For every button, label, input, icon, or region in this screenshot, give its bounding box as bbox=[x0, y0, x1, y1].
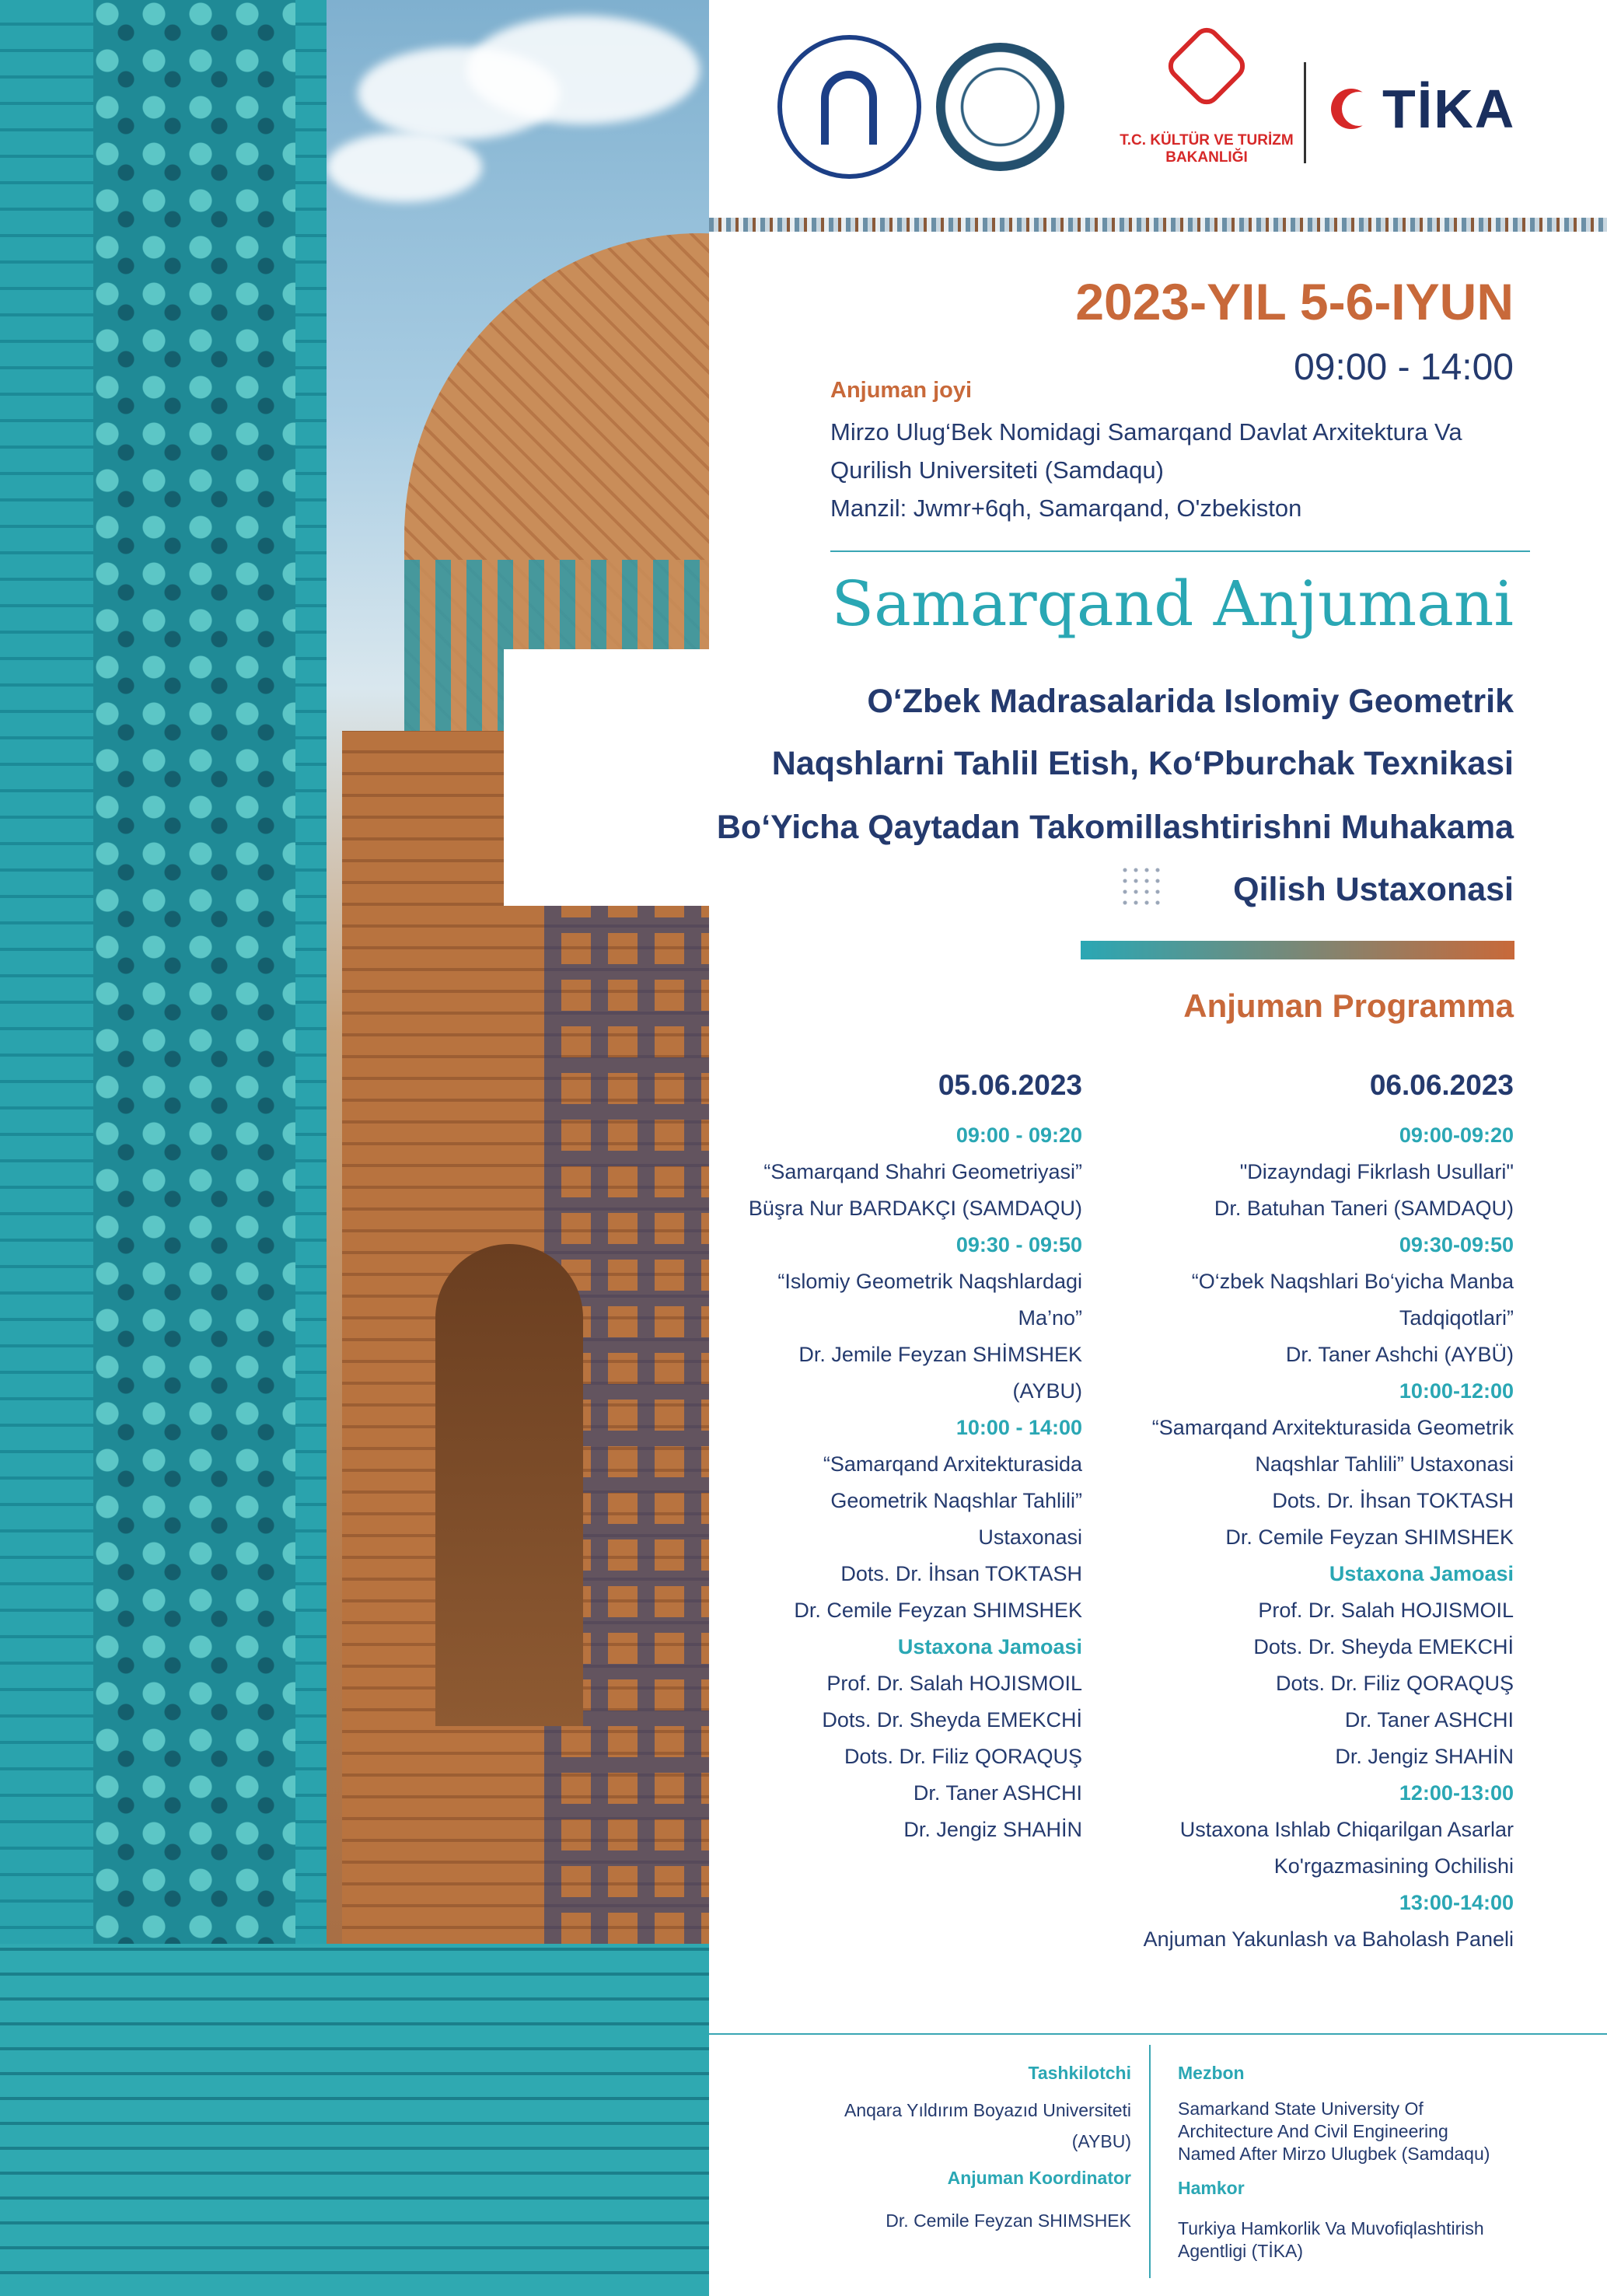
session-time: 09:30-09:50 bbox=[1399, 1233, 1514, 1256]
organizer-label: Tashkilotchi bbox=[1028, 2063, 1131, 2083]
logo-divider bbox=[1304, 62, 1306, 163]
program-line: Prof. Dr. Salah HOJISMOIL bbox=[826, 1672, 1082, 1695]
organizer-abbrev: (AYBU) bbox=[1071, 2131, 1131, 2151]
program-line: “Samarqand Shahri Geometriyasi” bbox=[763, 1160, 1082, 1183]
team-heading: Ustaxona Jamoasi bbox=[1329, 1562, 1514, 1585]
program-line: Dots. Dr. Filiz QORAQUŞ bbox=[844, 1745, 1082, 1768]
tika-logo bbox=[1331, 78, 1515, 140]
session-time: 10:00-12:00 bbox=[1399, 1379, 1514, 1403]
event-date: 2023-YIL 5-6-IYUN bbox=[1075, 273, 1514, 330]
program-line: Ko'rgazmasining Ochilishi bbox=[1273, 1854, 1514, 1878]
program-line: “O‘zbek Naqshlari Bo‘yicha Manba bbox=[1191, 1270, 1514, 1293]
team-heading: Ustaxona Jamoasi bbox=[897, 1635, 1082, 1658]
program-heading: Anjuman Programma bbox=[1183, 987, 1514, 1024]
program-line: "Dizayndagi Fikrlash Usullari" bbox=[1239, 1160, 1514, 1183]
program-line: Tadqiqotlari” bbox=[1399, 1306, 1514, 1330]
kultur-ministry-logo bbox=[1144, 35, 1269, 128]
session-time: 12:00-13:00 bbox=[1399, 1781, 1514, 1805]
samdaqu-logo bbox=[936, 43, 1064, 171]
program-line: Naqshlar Tahlili” Ustaxonasi bbox=[1255, 1452, 1514, 1476]
tiled-steps bbox=[0, 1944, 709, 2296]
day-date: 05.06.2023 bbox=[938, 1069, 1082, 1101]
event-time: 09:00 - 14:00 bbox=[1294, 347, 1514, 388]
workshop-title-line: O‘Zbek Madrasalarida Islomiy Geometrik bbox=[867, 683, 1514, 720]
program-line: Ustaxona Ishlab Chiqarilgan Asarlar bbox=[1179, 1818, 1514, 1841]
venue-line: Mirzo Ulug‘Bek Nomidagi Samarqand Davlat Arxitektura Va bbox=[830, 418, 1462, 446]
workshop-title-line: Qilish Ustaxonasi bbox=[1233, 871, 1514, 908]
venue-address: Manzil: Jwmr+6qh, Samarqand, O'zbekiston bbox=[830, 494, 1302, 522]
host-label: Mezbon bbox=[1178, 2063, 1245, 2083]
session-time: 09:00-09:20 bbox=[1399, 1124, 1514, 1147]
program-line: (AYBU) bbox=[1012, 1379, 1082, 1403]
footer-divider bbox=[709, 2033, 1607, 2035]
program-line: Dr. Batuhan Taneri (SAMDAQU) bbox=[1214, 1197, 1514, 1220]
program-rows bbox=[1078, 1121, 1514, 1953]
workshop-title-line: Naqshlarni Tahlil Etish, Ko‘Pburchak Texnikasi bbox=[771, 745, 1514, 782]
coordinator-label: Anjuman Koordinator bbox=[947, 2168, 1131, 2188]
program-line: Dots. Dr. İhsan TOKTASH bbox=[840, 1562, 1082, 1585]
program-line: Anjuman Yakunlash va Baholash Paneli bbox=[1143, 1927, 1514, 1951]
host-line: Named After Mirzo Ulugbek (Samdaqu) bbox=[1178, 2144, 1490, 2164]
shahi-zinda-photo bbox=[0, 0, 709, 2296]
session-time: 13:00-14:00 bbox=[1399, 1891, 1514, 1914]
aybu-logo bbox=[777, 35, 921, 179]
program-line: Dr. Taner Ashchi (AYBÜ) bbox=[1285, 1343, 1514, 1366]
program-line: Büşra Nur BARDAKÇI (SAMDAQU) bbox=[748, 1197, 1082, 1220]
program-line: Dr. Jengiz SHAHİN bbox=[1335, 1745, 1514, 1768]
program-line: Dr. Jemile Feyzan SHİMSHEK bbox=[798, 1343, 1082, 1366]
program-line: Dots. Dr. Sheyda EMEKCHİ bbox=[1253, 1635, 1514, 1658]
tika-wordmark: TİKA bbox=[1382, 79, 1516, 139]
program-line: “Samarqand Arxitekturasida Geometrik bbox=[1151, 1416, 1514, 1439]
kultur-ministry-name: T.C. KÜLTÜR VE TURİZM BAKANLIĞI bbox=[1120, 132, 1294, 166]
venue-label: Anjuman joyi bbox=[830, 378, 973, 403]
host-line: Architecture And Civil Engineering bbox=[1178, 2121, 1448, 2141]
program-line: Dr. Cemile Feyzan SHIMSHEK bbox=[794, 1599, 1082, 1622]
program-line: Dr. Taner ASHCHI bbox=[913, 1781, 1082, 1805]
venue-line: Qurilish Universiteti (Samdaqu) bbox=[830, 456, 1164, 484]
program-day-2 bbox=[1078, 1069, 1514, 1953]
program-line: Dr. Taner ASHCHI bbox=[1344, 1708, 1514, 1732]
program-line: Dr. Cemile Feyzan SHIMSHEK bbox=[1225, 1525, 1514, 1549]
program-line: Ma’no” bbox=[1018, 1306, 1082, 1330]
day-date: 06.06.2023 bbox=[1369, 1069, 1514, 1101]
program-line: Ustaxonasi bbox=[978, 1525, 1082, 1549]
organizer-name: Anqara Yıldırım Boyazıd Universiteti bbox=[844, 2100, 1131, 2120]
arch-niche bbox=[435, 1244, 583, 1726]
footer-vertical-divider bbox=[1149, 2045, 1151, 2278]
program-line: “Samarqand Arxitekturasida bbox=[823, 1452, 1082, 1476]
session-time: 10:00 - 14:00 bbox=[955, 1416, 1082, 1439]
program-line: “Islomiy Geometrik Naqshlardagi bbox=[777, 1270, 1082, 1293]
partner-line: Agentligi (TİKA) bbox=[1178, 2241, 1304, 2261]
program-line: Dots. Dr. İhsan TOKTASH bbox=[1272, 1489, 1514, 1512]
conference-title: Samarqand Anjumani bbox=[831, 568, 1514, 640]
gradient-bar bbox=[1081, 941, 1514, 959]
session-time: 09:30 - 09:50 bbox=[955, 1233, 1082, 1256]
divider bbox=[830, 550, 1530, 552]
program-line: Geometrik Naqshlar Tahlili” bbox=[830, 1489, 1082, 1512]
coordinator-name: Dr. Cemile Feyzan SHIMSHEK bbox=[886, 2210, 1131, 2231]
program-line: Prof. Dr. Salah HOJISMOIL bbox=[1258, 1599, 1514, 1622]
pattern-strip bbox=[709, 218, 1607, 232]
partner-line: Turkiya Hamkorlik Va Muvofiqlashtirish bbox=[1178, 2218, 1484, 2238]
program-line: Dots. Dr. Filiz QORAQUŞ bbox=[1275, 1672, 1514, 1695]
workshop-title-line: Bo‘Yicha Qaytadan Takomillashtirishni Muhakama bbox=[716, 809, 1514, 846]
dot-grid bbox=[1120, 865, 1166, 911]
crescent-icon bbox=[1331, 89, 1371, 129]
host-line: Samarkand State University Of bbox=[1178, 2099, 1424, 2119]
program-line: Dots. Dr. Sheyda EMEKCHİ bbox=[822, 1708, 1082, 1732]
title-backdrop bbox=[504, 649, 760, 906]
program-line: Dr. Jengiz SHAHİN bbox=[903, 1818, 1082, 1841]
logo-bar bbox=[709, 0, 1607, 218]
partner-label: Hamkor bbox=[1178, 2178, 1245, 2198]
program-rows bbox=[647, 1121, 1082, 1843]
session-time: 09:00 - 09:20 bbox=[955, 1124, 1082, 1147]
program-day-1 bbox=[647, 1069, 1082, 1843]
